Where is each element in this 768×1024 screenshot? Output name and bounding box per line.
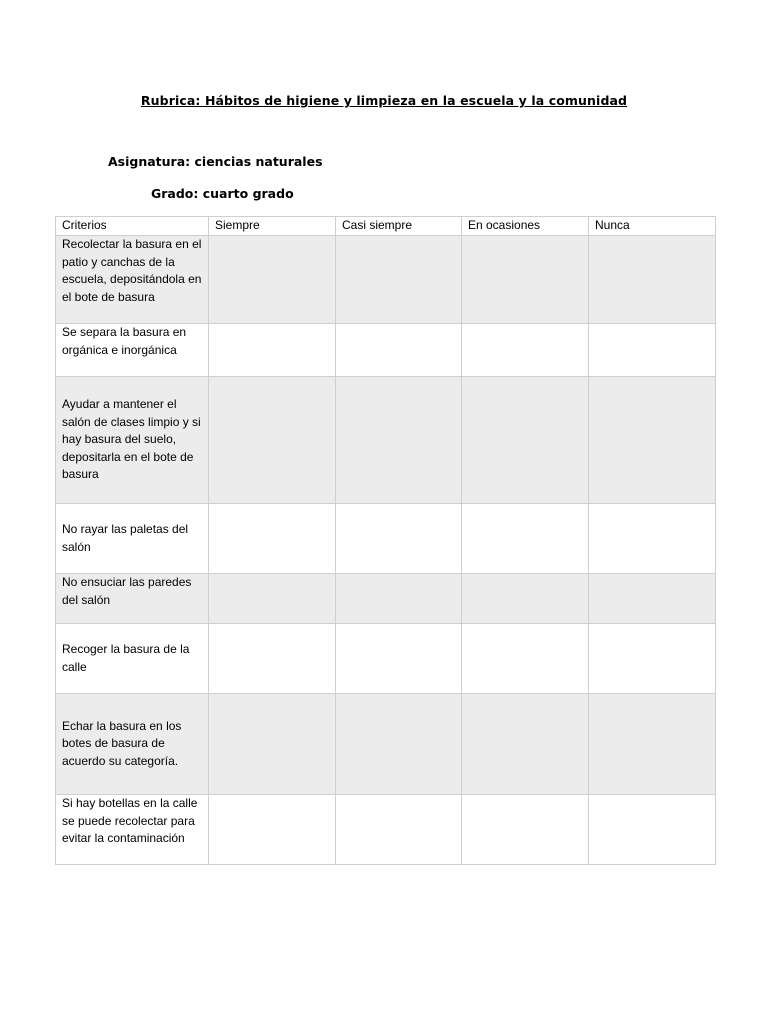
rating-cell-nunca	[589, 795, 716, 865]
rating-cell-nunca	[589, 236, 716, 324]
rating-cell-nunca	[589, 324, 716, 377]
rating-cell-casi-siempre	[336, 324, 462, 377]
criterion-cell: Ayudar a mantener el salón de clases limpio y si hay basura del suelo, depositarla en el bote de basura	[56, 377, 209, 504]
rating-cell-casi-siempre	[336, 624, 462, 694]
rating-cell-siempre	[209, 795, 336, 865]
rating-cell-siempre	[209, 377, 336, 504]
document-title: Rubrica: Hábitos de higiene y limpieza en la escuela y la comunidad	[140, 93, 628, 108]
table-row	[56, 795, 716, 865]
rating-cell-en-ocasiones	[462, 377, 589, 504]
criterion-cell: Recoger la basura de la calle	[56, 624, 209, 694]
rating-cell-nunca	[589, 504, 716, 574]
rating-cell-en-ocasiones	[462, 624, 589, 694]
rating-cell-nunca	[589, 624, 716, 694]
rating-cell-siempre	[209, 236, 336, 324]
rating-cell-casi-siempre	[336, 795, 462, 865]
table-row	[56, 694, 716, 795]
rating-cell-siempre	[209, 504, 336, 574]
criterion-cell: No rayar las paletas del salón	[56, 504, 209, 574]
rating-cell-siempre	[209, 694, 336, 795]
rubric-table	[55, 216, 716, 865]
table-row	[56, 574, 716, 624]
rating-cell-casi-siempre	[336, 377, 462, 504]
criterion-cell: Recolectar la basura en el patio y canchas de la escuela, depositándola en el bote de basura	[56, 236, 209, 324]
rating-cell-en-ocasiones	[462, 795, 589, 865]
header-siempre: Siempre	[209, 217, 336, 236]
rating-cell-nunca	[589, 694, 716, 795]
criterion-cell: Si hay botellas en la calle se puede recolectar para evitar la contaminación	[56, 795, 209, 865]
subject-line: Asignatura: ciencias naturales	[108, 154, 323, 169]
table-row	[56, 324, 716, 377]
grade-line: Grado: cuarto grado	[151, 186, 294, 201]
rating-cell-en-ocasiones	[462, 236, 589, 324]
rating-cell-en-ocasiones	[462, 324, 589, 377]
rating-cell-casi-siempre	[336, 694, 462, 795]
rating-cell-siempre	[209, 574, 336, 624]
header-criterios: Criterios	[56, 217, 209, 236]
criterion-cell: Echar la basura en los botes de basura de acuerdo su categoría.	[56, 694, 209, 795]
criterion-cell: Se separa la basura en orgánica e inorgánica	[56, 324, 209, 377]
rating-cell-en-ocasiones	[462, 694, 589, 795]
rating-cell-nunca	[589, 377, 716, 504]
rating-cell-casi-siempre	[336, 574, 462, 624]
table-row	[56, 377, 716, 504]
table-row	[56, 624, 716, 694]
rating-cell-nunca	[589, 574, 716, 624]
rating-cell-siempre	[209, 624, 336, 694]
rating-cell-en-ocasiones	[462, 504, 589, 574]
header-en-ocasiones: En ocasiones	[462, 217, 589, 236]
header-nunca: Nunca	[589, 217, 716, 236]
criterion-cell: No ensuciar las paredes del salón	[56, 574, 209, 624]
rating-cell-casi-siempre	[336, 504, 462, 574]
table-row	[56, 504, 716, 574]
rating-cell-casi-siempre	[336, 236, 462, 324]
header-casi-siempre: Casi siempre	[336, 217, 462, 236]
rating-cell-en-ocasiones	[462, 574, 589, 624]
table-header-row	[56, 217, 716, 236]
table-row	[56, 236, 716, 324]
rating-cell-siempre	[209, 324, 336, 377]
